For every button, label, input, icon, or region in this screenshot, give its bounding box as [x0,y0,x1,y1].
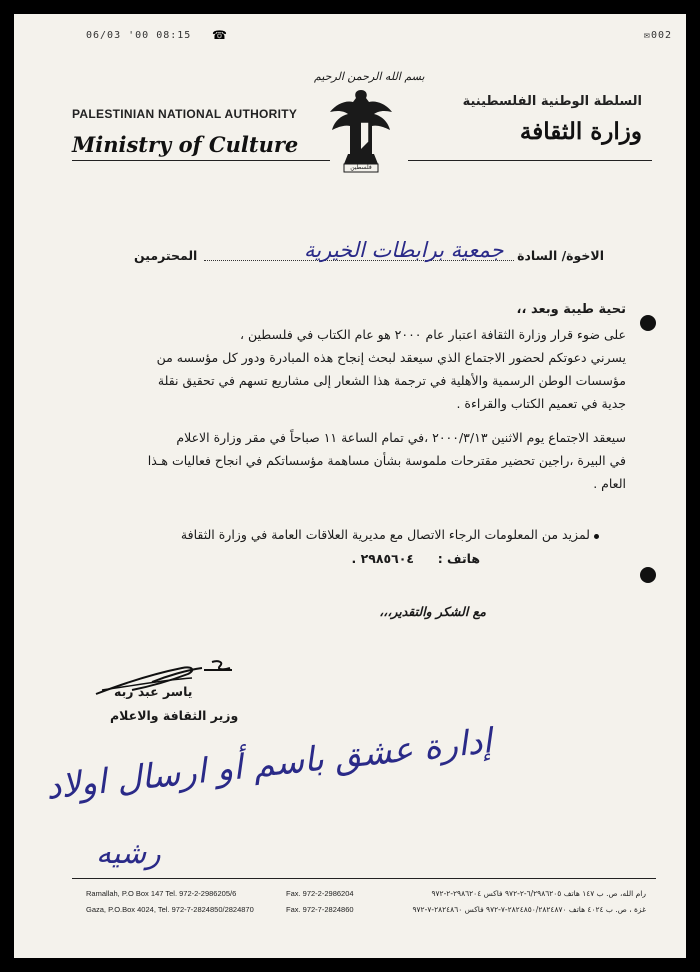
info-line: لمزيد من المعلومات الرجاء الاتصال مع مديرية العلاقات العامة في وزارة الثقافة [180,527,590,542]
eagle-emblem-icon [326,84,396,179]
greeting: تحية طيبة وبعد ،، [516,302,626,317]
punch-hole-bottom [640,567,656,583]
para1-line3: مؤسسات الوطن الرسمية والأهلية في ترجمة هذا الشعار إلى مشاريع تسهم في تحقيق نقلة [157,373,626,388]
footer-gaza-fax-en: Fax. 972-7-2824860 [286,905,354,914]
footer-gaza-ar: غزة ، ص. ب ٤٠٢٤ هاتف ٢٨٢٤٨٥٠/٢٨٢٤٨٧٠-٧-٩٧٢ فاكس ٢٨٢٤٨٦٠-٧-٩٧٢ [412,905,646,914]
para1-line1: على ضوء قرار وزارة الثقافة اعتبار عام ٢٠٠٠ هو عام الكتاب في فلسطين ، [239,327,626,342]
letterhead-rule-right [408,160,652,161]
emblem-label: فلسطين [350,164,372,171]
signatory-name: ياسر عبد ربه [114,684,193,699]
phone-label: هاتف : [437,551,480,566]
para1-line4: جدية في تعميم الكتاب والقراءة . [456,396,626,411]
authority-arabic: السلطة الوطنية الفلسطينية [462,94,642,109]
para2-line2: في البيرة ،راجين تحضير مقترحات ملموسة بشأن مساهمة مؤسساتكم في انجاح فعاليات هـذا [147,453,626,468]
handwritten-note-line1: إدارة عشق باسم أو ارسال اولاد [44,721,494,808]
letter-page [14,14,686,958]
footer-ramallah-en: Ramallah, P.O Box 147 Tel. 972-2-2986205/6 [86,889,237,898]
addressee-prefix: الاخوة/ السادة [517,248,604,263]
punch-hole-top [640,315,656,331]
footer-ramallah-fax-en: Fax. 972-2-2986204 [286,889,354,898]
addressee-suffix: المحترمين [134,248,198,263]
phone-icon: ☎ [212,28,227,42]
ministry-english: Ministry of Culture [72,132,299,157]
para1-line2: يسرني دعوتكم لحضور الاجتماع الذي سيعقد لبحث إنجاح هذه المبادرة ودور كل مؤسسه من [156,350,626,365]
handwritten-note-line2: رشيه [96,836,161,871]
footer-gaza-en: Gaza, P.O.Box 4024, Tel. 972-7-2824850/2824870 [86,905,254,914]
ministry-arabic: وزارة الثقافة [519,118,642,145]
footer-ramallah-ar: رام الله، ص. ب ١٤٧ هاتف ٦/٢٩٨٦٢٠٥-٢-٩٧٢ فاكس ٢٩٨٦٢٠٤-٢-٩٧٢ [431,889,646,898]
authority-english: PALESTINIAN NATIONAL AUTHORITY [72,107,298,121]
addressee-name-handwritten: جمعية برابطات الخيرية [304,238,504,262]
phone-number: ٢٩٨٥٦٠٤ . [351,551,414,566]
para2-line3: العام . [593,476,626,491]
fax-page-number: ✉002 [644,30,673,41]
fax-datetime: 06/03 '00 08:15 [86,30,192,41]
info-bullet-icon [594,534,599,539]
para2-line1: سيعقد الاجتماع يوم الاثنين ٢٠٠٠/٣/١٣ ،في تمام الساعة ١١ صباحاً في مقر وزارة الاعلام [176,430,626,445]
letterhead-rule-left [72,160,330,161]
footer-rule [72,878,656,879]
closing: مع الشكر والتقدير،،، [379,604,486,619]
basmala: بسم الله الرحمن الرحيم [314,70,425,83]
addressee-line [134,240,604,270]
signatory-title: وزير الثقافة والاعلام [110,708,239,723]
